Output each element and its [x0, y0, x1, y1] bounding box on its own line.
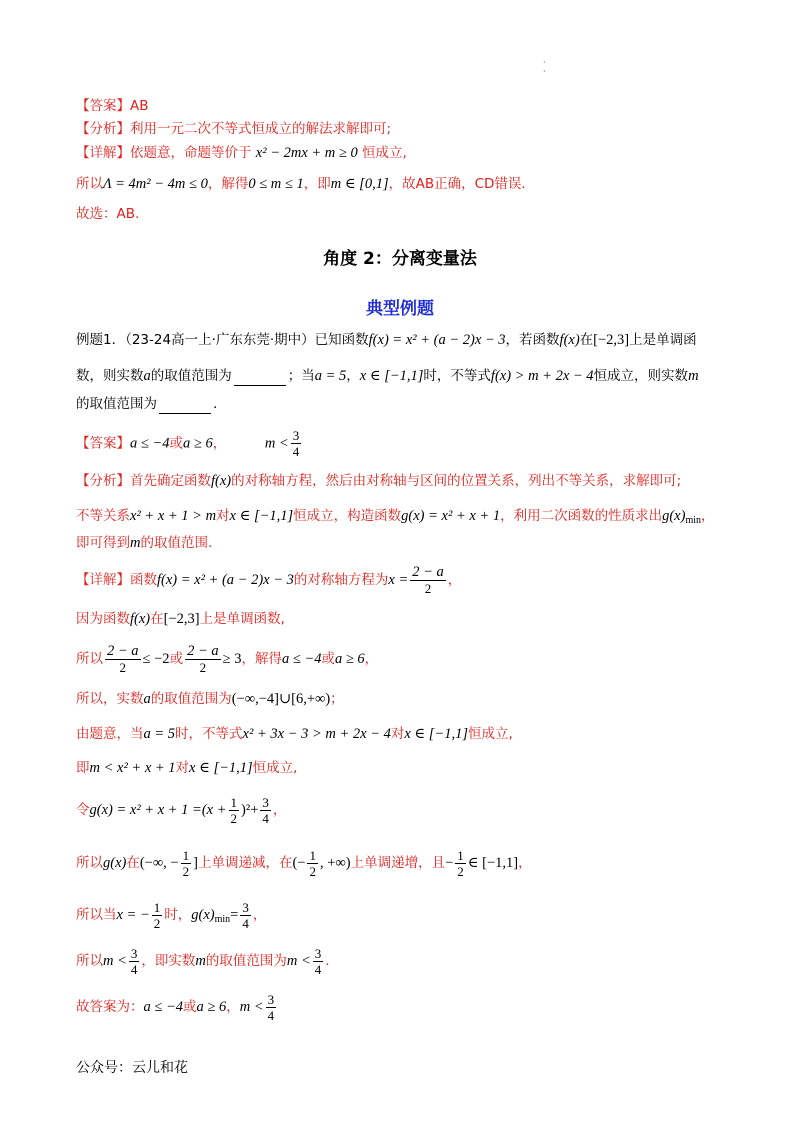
detail-2-line-10 — [76, 944, 330, 978]
detail-1 — [76, 143, 407, 163]
math-expression: = — [230, 907, 239, 923]
fraction: $\frac{3}{4}$ — [130, 945, 138, 977]
detail-2-line-8 — [76, 846, 532, 880]
footer-text: 公众号：云儿和花 — [76, 1060, 188, 1076]
detail-text: 恒成立, — [252, 760, 298, 776]
answer-text: AB — [130, 98, 149, 114]
detail-text: ， — [226, 999, 240, 1015]
math-expression: x ∈ [−1,1] — [189, 760, 253, 776]
detail-text: 依题意，命题等价于 — [130, 145, 252, 161]
example-text: 的取值范围为 — [150, 368, 232, 384]
example-line-3 — [76, 394, 217, 414]
math-expression: f(x) = x² + (a − 2)x − 3 — [157, 572, 294, 588]
math-expression: − — [445, 855, 454, 871]
detail-text: ， — [364, 651, 379, 667]
section-heading: 角度 2：分离变量法 — [323, 249, 477, 269]
detail-2-line-7 — [76, 790, 286, 830]
detail-text: 所以，实数 — [76, 691, 144, 707]
math-expression: a = 5 — [143, 726, 176, 742]
math-expression: ≥ 3 — [222, 651, 242, 667]
detail-text: 在 — [150, 611, 164, 627]
analysis-text: 对 — [216, 508, 230, 524]
detail-2-line-4 — [76, 689, 344, 709]
detail-text: ， — [252, 907, 267, 923]
detail-2-line-2 — [76, 609, 285, 629]
detail-text: 故答案为： — [76, 999, 144, 1015]
math-expression: f(x) — [559, 332, 580, 348]
math-expression: a = 5 — [314, 368, 347, 384]
fraction: $\frac{1}{2}$ — [153, 899, 161, 931]
math-expression: ] — [193, 855, 198, 871]
fraction: $\frac{3}{4}$ — [314, 945, 322, 977]
analysis-1 — [76, 119, 391, 139]
math-expression: a ≤ −4 — [143, 999, 183, 1015]
detail-text: 令 — [76, 802, 90, 818]
detail-text: 时， — [164, 907, 192, 923]
example-text: ， — [346, 368, 360, 384]
example-text: 的取值范围为 — [76, 396, 157, 412]
fraction: $\frac{3}{4}$ — [292, 428, 300, 459]
detail-text: ， — [518, 855, 532, 871]
math-expression: f(x) — [211, 473, 232, 489]
fraction: $\frac{2 - a}{2}$ — [187, 642, 219, 675]
detail-1-line-2 — [76, 174, 526, 194]
math-expression: x ∈ [−1,1] — [404, 726, 468, 742]
answer-1 — [76, 96, 149, 116]
math-expression: , +∞) — [319, 855, 351, 871]
math-expression: m ∈ [0,1] — [330, 176, 389, 192]
math-expression: m < — [286, 953, 311, 969]
subheading: 典型例题 — [366, 299, 434, 319]
detail-text: 所以 — [76, 651, 103, 667]
math-expression: Λ = 4m² − 4m ≤ 0 — [103, 176, 208, 192]
subscript: min — [685, 515, 701, 526]
math-variable: m — [130, 535, 141, 551]
detail-2-line-11 — [76, 990, 278, 1024]
detail-2-line-6 — [76, 758, 297, 778]
detail-2-line-3 — [76, 642, 378, 676]
analysis-text: 的对称轴方程，然后由对称轴与区间的位置关系，列出不等关系，求解即可; — [231, 473, 682, 489]
math-expression: f(x) — [130, 611, 151, 627]
detail-text: 时，不等式 — [175, 726, 243, 742]
math-expression: (x + — [201, 802, 227, 818]
detail-text: 或 — [183, 999, 197, 1015]
detail-text: ，故AB正确，CD错误. — [388, 176, 526, 192]
analysis-text: 即可得到 — [76, 535, 130, 551]
detail-text: 所以 — [76, 953, 103, 969]
example-line-1 — [76, 330, 697, 350]
math-expression: a ≥ 6 — [196, 999, 227, 1015]
math-expression: g(x) = x² + x + 1 — [401, 508, 501, 524]
detail-text: ，解得 — [241, 651, 282, 667]
subscript: min — [214, 914, 231, 925]
detail-text: ， — [447, 572, 462, 588]
detail-label: 【详解】 — [76, 572, 130, 588]
math-expression: x ∈ [−1,1] — [359, 368, 424, 384]
choice-1: 故选：AB. — [76, 206, 140, 222]
detail-text: 函数 — [130, 572, 157, 588]
detail-text: 对 — [390, 726, 405, 742]
fraction: $\frac{3}{4}$ — [267, 991, 275, 1023]
corner-marks: · · — [543, 58, 546, 76]
detail-text: ，即 — [303, 176, 331, 192]
analysis-label: 【分析】 — [76, 121, 130, 137]
detail-text: ，解得 — [207, 176, 249, 192]
detail-text: 所以 — [76, 176, 103, 192]
math-expression: m < — [239, 999, 264, 1015]
math-expression: g(x) = x² + x + 1 = — [89, 802, 202, 818]
math-expression: f(x) = x² + (a − 2)x − 3 — [368, 332, 506, 348]
fraction: $\frac{3}{4}$ — [262, 794, 269, 826]
math-expression: x = — [388, 572, 409, 588]
detail-text: 的取值范围为 — [205, 953, 287, 969]
analysis-text: ， — [701, 508, 715, 524]
fraction: $\frac{1}{2}$ — [182, 847, 190, 879]
math-expression: [−2,3] — [163, 611, 200, 627]
math-expression: a ≥ 6 — [183, 435, 213, 452]
math-expression: [−2,3] — [593, 332, 630, 348]
detail-text: 恒成立, — [362, 145, 407, 161]
analysis-2-line-2 — [76, 506, 715, 531]
math-expression: a ≤ −4 — [130, 435, 170, 452]
detail-text: ， — [272, 802, 287, 818]
answer-blank — [234, 371, 286, 386]
analysis-text: ，利用二次函数的性质求出 — [500, 508, 663, 524]
math-expression: a ≥ 6 — [334, 651, 365, 667]
math-expression: (− — [292, 855, 306, 871]
math-expression: m < — [264, 435, 289, 452]
example-text: . — [213, 396, 218, 412]
fraction: $\frac{1}{2}$ — [230, 794, 238, 826]
detail-label: 【详解】 — [76, 145, 130, 161]
detail-text: 上单调递减，在 — [197, 855, 293, 871]
fraction: $\frac{1}{2}$ — [309, 847, 316, 879]
example-text: 恒成立，则实数 — [593, 368, 689, 384]
answer-blank — [159, 399, 211, 414]
math-expression: 0 ≤ m ≤ 1 — [248, 176, 304, 192]
detail-text: 上是单调函数, — [199, 611, 285, 627]
math-expression: ≤ −2 — [142, 651, 170, 667]
detail-text: 因为函数 — [76, 611, 130, 627]
answer-label: 【答案】 — [76, 435, 130, 452]
math-variable: a — [143, 368, 151, 384]
analysis-text: 的取值范围. — [140, 535, 213, 551]
detail-text: 上单调递增，且 — [350, 855, 446, 871]
math-expression: m < x² + x + 1 — [89, 760, 176, 776]
detail-text: 即 — [76, 760, 90, 776]
math-expression: x ∈ [−1,1] — [229, 508, 294, 524]
detail-text: 的对称轴方程为 — [293, 572, 389, 588]
detail-text: 的取值范围为 — [150, 691, 232, 707]
example-text: ；当 — [287, 368, 315, 384]
example-line-2 — [76, 366, 699, 386]
detail-text: . — [325, 953, 330, 969]
answer-label: 【答案】 — [76, 98, 130, 114]
math-expression: ∈ [−1,1] — [467, 855, 519, 871]
analysis-label: 【分析】 — [76, 473, 130, 489]
detail-text: 所以 — [76, 855, 103, 871]
math-expression: a ≤ −4 — [281, 651, 322, 667]
detail-2-line-5 — [76, 724, 513, 744]
detail-text: ； — [330, 691, 344, 707]
math-variable: a — [143, 691, 151, 707]
example-text: 在 — [579, 332, 594, 348]
math-expression: x² + 3x − 3 > m + 2x − 4 — [242, 726, 391, 742]
detail-text: 恒成立, — [467, 726, 513, 742]
math-expression: x² − 2mx + m ≥ 0 — [255, 145, 358, 161]
example-text: 例题1．（23-24高一上·广东东莞·期中）已知函数 — [76, 332, 369, 348]
analysis-2 — [76, 471, 681, 491]
fraction: $\frac{3}{4}$ — [242, 899, 249, 931]
example-text: ，若函数 — [505, 332, 560, 348]
math-expression: (−∞, − — [139, 855, 179, 871]
math-variable: m — [195, 953, 206, 969]
detail-text: 由题意，当 — [76, 726, 144, 742]
example-text: 时，不等式 — [423, 368, 491, 384]
analysis-text: 不等关系 — [76, 508, 130, 524]
detail-2-line-9 — [76, 898, 266, 937]
math-expression: g(x) — [103, 855, 127, 871]
analysis-text: 利用一元二次不等式恒成立的解法求解即可; — [130, 121, 392, 137]
analysis-text: 恒成立，构造函数 — [293, 508, 402, 524]
math-expression: (−∞,−4]∪[6,+∞) — [231, 691, 331, 707]
detail-text: 或 — [169, 651, 184, 667]
detail-2-line-1 — [76, 563, 461, 597]
example-text: 数，则实数 — [76, 368, 144, 384]
analysis-text: 首先确定函数 — [130, 473, 211, 489]
detail-text: 所以当 — [76, 907, 117, 923]
example-text: 上是单调函 — [629, 332, 697, 348]
math-expression: g(x) — [191, 907, 215, 923]
math-expression: + — [250, 802, 259, 818]
math-expression: x = − — [116, 907, 150, 923]
math-expression: f(x) > m + 2x − 4 — [490, 368, 594, 384]
answer-2 — [76, 428, 303, 459]
math-expression: )² — [241, 802, 251, 818]
detail-text: 或 — [321, 651, 335, 667]
answer-text: ， — [212, 435, 227, 452]
detail-text: 对 — [175, 760, 190, 776]
fraction: $\frac{2 - a}{2}$ — [107, 642, 139, 675]
math-expression: m < — [103, 953, 127, 969]
fraction: $\frac{1}{2}$ — [457, 847, 464, 879]
fraction: $\frac{2 - a}{2}$ — [412, 563, 444, 596]
answer-text: 或 — [169, 435, 183, 452]
math-expression: x² + x + 1 > m — [130, 508, 217, 524]
analysis-2-line-3 — [76, 533, 212, 553]
detail-text: ，即实数 — [141, 953, 196, 969]
math-variable: m — [688, 368, 699, 384]
math-expression: g(x) — [662, 508, 686, 524]
detail-text: 在 — [126, 855, 140, 871]
